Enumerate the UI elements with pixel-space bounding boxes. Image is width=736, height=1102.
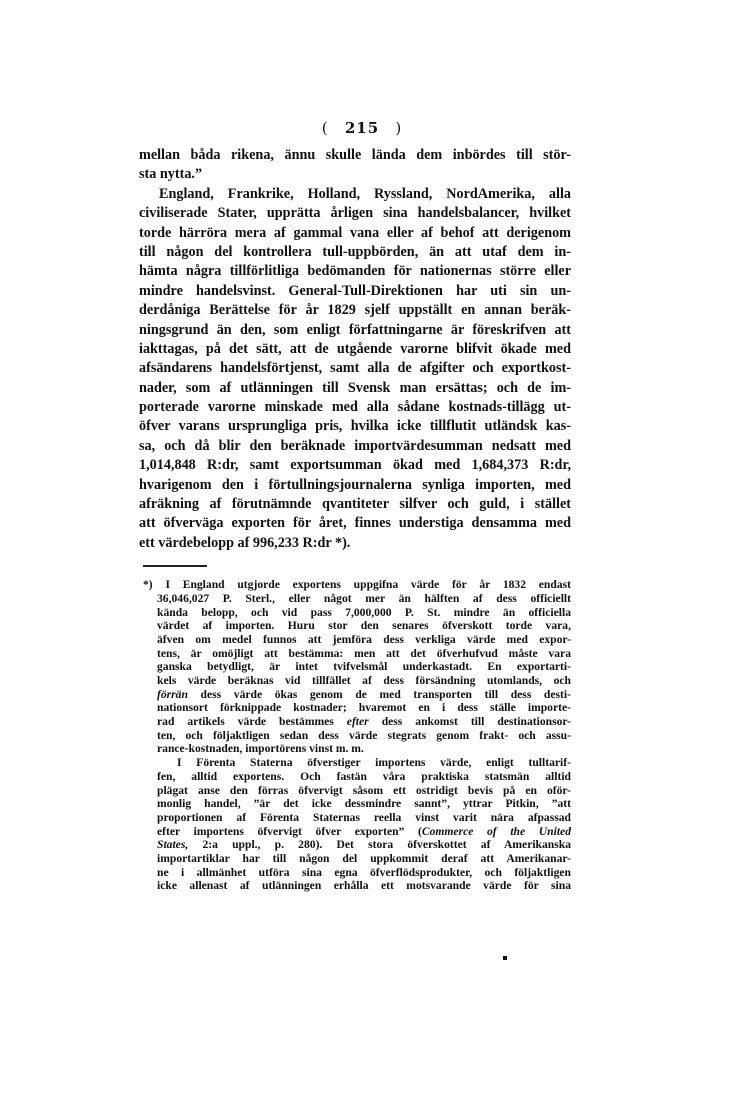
body-line: iakttagas, på det sätt, att de utgående varorne blifvit ökade med [139, 340, 571, 357]
footnote-line: kända belopp, och vid pass 7,000,000 P. St. mindre än officiella [157, 605, 571, 619]
footnote-marker: *) [143, 578, 153, 592]
body-line: civiliserade Stater, upprätta årligen sina handelsbalancer, hvilket [139, 205, 571, 222]
footnote-line: rance-kostnaden, importörens vinst m. m. [157, 742, 364, 756]
footnote-line: dess värde ökas genom de med transporten till dess desti- [200, 687, 571, 701]
footnote-line: dess ankomst till destinationsor- [381, 715, 571, 729]
italic-efter: efter [346, 715, 369, 729]
body-line: sa, och då blir den beräknade importvärdesumman nedsatt med [139, 437, 571, 454]
book-page [139, 118, 572, 893]
paren-open: ( [321, 119, 329, 137]
body-line: öfver varans ursprungliga pris, hvilka icke tillflutit utländsk kas- [139, 418, 571, 435]
footnote-line: efter importens öfvervigt öfver exporten” ( [157, 824, 422, 838]
footnote-line: 2:a uppl., p. 280). Det stora öfverskottet af Amerikanska [202, 838, 572, 852]
body-line: derdåniga Berättelse för år 1829 sjelf uppställt en annan beräk- [139, 302, 571, 319]
footnote-line: I Förenta Staterna öfverstiger importens värde, enligt tulltarif- [177, 756, 571, 770]
body-line: torde härröra mera af gammal vana eller af behof att derigenom [139, 224, 571, 241]
body-line: ett värdebelopp af 996,233 R:dr *). [139, 534, 351, 551]
footnote-line: fen, alltid exportens. Och fastän våra praktiska statsmän alltid [157, 769, 571, 783]
body-line: mellan båda rikena, ännu skulle lända dem inbördes till stör- [139, 147, 571, 163]
footnote-line: I England utgjorde exportens uppgifna värde för år 1832 endast [165, 578, 571, 592]
body-line: till någon del kontrollera tull-uppbörden, än att utaf dem in- [139, 243, 571, 260]
page-number-value: 215 [344, 119, 380, 137]
footnote-rule [143, 565, 207, 567]
footnote [143, 578, 571, 893]
footnote-line: äfven om medel funnos att jemföra dess verkliga värde med expor- [157, 632, 571, 646]
footnote-line: importartiklar har till någon del uppkommit deraf att Amerikanar- [157, 851, 571, 865]
stray-ink-mark [503, 956, 507, 960]
body-line: sta nytta.” [139, 166, 203, 183]
footnote-line: icke allenast af utlänningen erhålla ett motsvarande värde för sina [157, 879, 571, 893]
italic-book-title-cont: States, [157, 838, 189, 852]
footnote-line: kels värde beräknas vid tillfället af dess försändning utomlands, och [157, 674, 571, 688]
italic-forran: förrän [157, 687, 188, 701]
footnote-line: tens, är omöjligt att bestämma: men att det öfverhufvud måste vara [157, 646, 571, 660]
body-line: hämta några tillförlitliga bedömanden för nationernas större eller [139, 263, 571, 280]
footnote-line: monlig handel, ”är det icke dessmindre sannt”, yttrar Pitkin, ”att [157, 797, 571, 811]
body-line: att öfverväga exporten för året, finnes understiga densamma med [139, 515, 571, 532]
footnote-line: nationsort förknippade kostnader; hvaremot en i dess ställe importe- [157, 701, 571, 715]
body-line: porterade varorne minskade med alla sådane kostnads-tillägg ut- [139, 399, 571, 416]
footnote-line: ne i allmänhet utföra sina egna öfverflödsprodukter, och följaktligen [157, 865, 571, 879]
footnote-line: 36,046,027 P. Sterl., eller något mer än hälften af dess officiellt [157, 591, 571, 605]
footnote-line: plägat anse den förras öfvervigt såsom ett ostridigt bevis på en oför- [157, 783, 571, 797]
paren-close: ) [395, 119, 403, 137]
footnote-line: värdet af importen. Huru stor den senares öfverskott torde vara, [157, 619, 571, 633]
body-line: hvarigenom den i förtullningsjournalerna synliga importen, med [139, 476, 571, 493]
page-number [153, 118, 571, 138]
body-line: afsändarens handelsförtjenst, samt alla de afgifter och exportkost- [139, 360, 571, 377]
footnote-line: ten, och följaktligen sedan dess värde stegrats genom frakt- och assu- [157, 728, 571, 742]
italic-book-title: Commerce of the United [421, 824, 571, 838]
body-line: ningsgrund än den, som enligt författningarne är föreskrifven att [139, 321, 571, 338]
footnote-line: ganska betydligt, är intet tvifvelsmål underkastadt. En exportarti- [157, 660, 571, 674]
footnote-line: rad artikels värde bestämmes [157, 715, 334, 729]
body-line: England, Frankrike, Holland, Ryssland, NordAmerika, alla [159, 185, 571, 202]
footnote-line: proportionen af Förenta Staternas reella vinst varit nära afpassad [157, 810, 571, 824]
body-line: 1,014,848 R:dr, samt exportsumman ökad med 1,684,373 R:dr, [139, 457, 571, 474]
body-text [139, 146, 571, 553]
body-line: mindre handelsvinst. General-Tull-Direktionen har uti sin un- [139, 282, 571, 299]
body-line: nader, som af utlänningen till Svensk man ersättas; och de im- [139, 379, 571, 396]
body-line: afräkning af förutnämnde qvantiteter silfver och guld, i stället [139, 496, 571, 513]
